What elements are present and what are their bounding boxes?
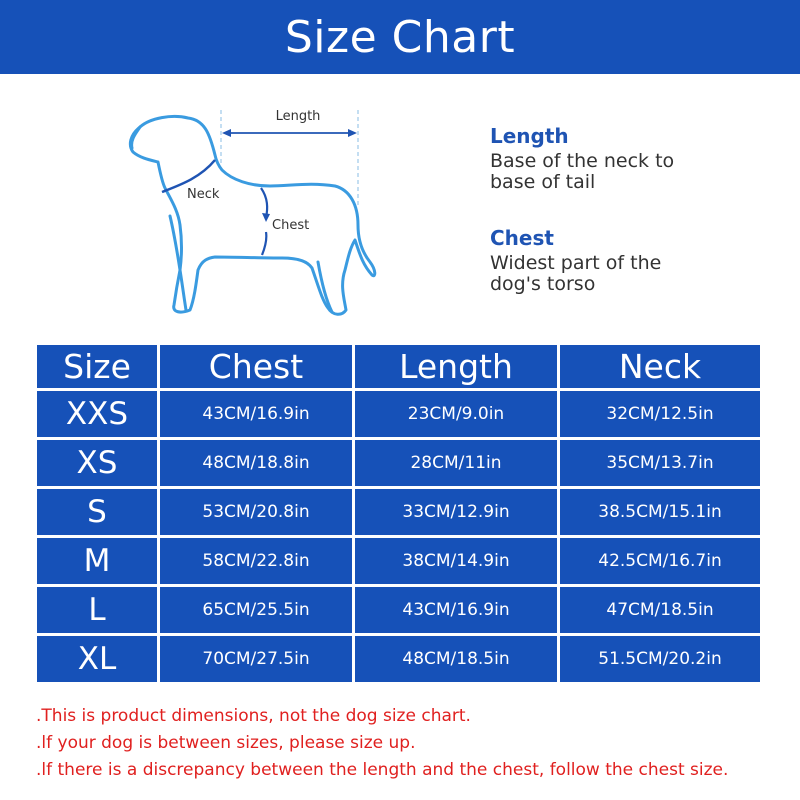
length-cell: 38CM/14.9in xyxy=(355,538,557,584)
length-cell: 43CM/16.9in xyxy=(355,587,557,633)
neck-cell: 32CM/12.5in xyxy=(560,391,760,437)
dog-outline-icon xyxy=(130,116,374,314)
note-product-dimensions: .This is product dimensions, not the dog size chart. xyxy=(36,706,471,726)
neck-cell: 51.5CM/20.2in xyxy=(560,636,760,682)
header-size: Size xyxy=(37,345,157,388)
chest-cell: 53CM/20.8in xyxy=(160,489,352,535)
legend-chest-heading: Chest xyxy=(490,226,554,250)
legend-chest xyxy=(490,226,690,295)
legend-chest-desc: Widest part of the dog's torso xyxy=(490,252,662,295)
page-title: Size Chart xyxy=(284,11,516,63)
length-cell: 48CM/18.5in xyxy=(355,636,557,682)
table-row xyxy=(37,489,760,535)
chest-cell: 48CM/18.8in xyxy=(160,440,352,486)
header-chest: Chest xyxy=(160,345,352,388)
header-neck: Neck xyxy=(560,345,760,388)
table-row xyxy=(37,538,760,584)
size-cell: XXS xyxy=(37,391,157,437)
table-row xyxy=(37,636,760,682)
size-cell: XS xyxy=(37,440,157,486)
chest-cell: 58CM/22.8in xyxy=(160,538,352,584)
size-cell: M xyxy=(37,538,157,584)
note-discrepancy: .lf there is a discrepancy between the length and the chest, follow the chest size. xyxy=(36,760,729,780)
length-label: Length xyxy=(275,109,321,124)
length-arrow-icon xyxy=(222,129,357,137)
table-row xyxy=(37,391,760,437)
legend-length xyxy=(490,124,690,193)
legend-length-desc: Base of the neck to base of tail xyxy=(490,150,675,193)
chest-label: Chest xyxy=(272,218,310,233)
size-cell: L xyxy=(37,587,157,633)
header-length: Length xyxy=(355,345,557,388)
dog-measurement-diagram xyxy=(120,95,390,335)
notes-list xyxy=(36,703,728,784)
size-cell: XL xyxy=(37,636,157,682)
table-header-row xyxy=(37,345,760,388)
length-cell: 23CM/9.0in xyxy=(355,391,557,437)
chest-cell: 43CM/16.9in xyxy=(160,391,352,437)
neck-cell: 42.5CM/16.7in xyxy=(560,538,760,584)
size-table xyxy=(34,342,763,685)
title-banner xyxy=(0,0,800,74)
table-row xyxy=(37,440,760,486)
neck-cell: 47CM/18.5in xyxy=(560,587,760,633)
length-cell: 28CM/11in xyxy=(355,440,557,486)
neck-cell: 38.5CM/15.1in xyxy=(560,489,760,535)
table-row xyxy=(37,587,760,633)
legend-length-heading: Length xyxy=(490,124,569,148)
size-cell: S xyxy=(37,489,157,535)
length-cell: 33CM/12.9in xyxy=(355,489,557,535)
neck-cell: 35CM/13.7in xyxy=(560,440,760,486)
note-between-sizes: .lf your dog is between sizes, please size up. xyxy=(36,733,416,753)
chest-arrow-icon xyxy=(261,188,270,255)
neck-label: Neck xyxy=(187,187,220,202)
chest-cell: 70CM/27.5in xyxy=(160,636,352,682)
chest-cell: 65CM/25.5in xyxy=(160,587,352,633)
